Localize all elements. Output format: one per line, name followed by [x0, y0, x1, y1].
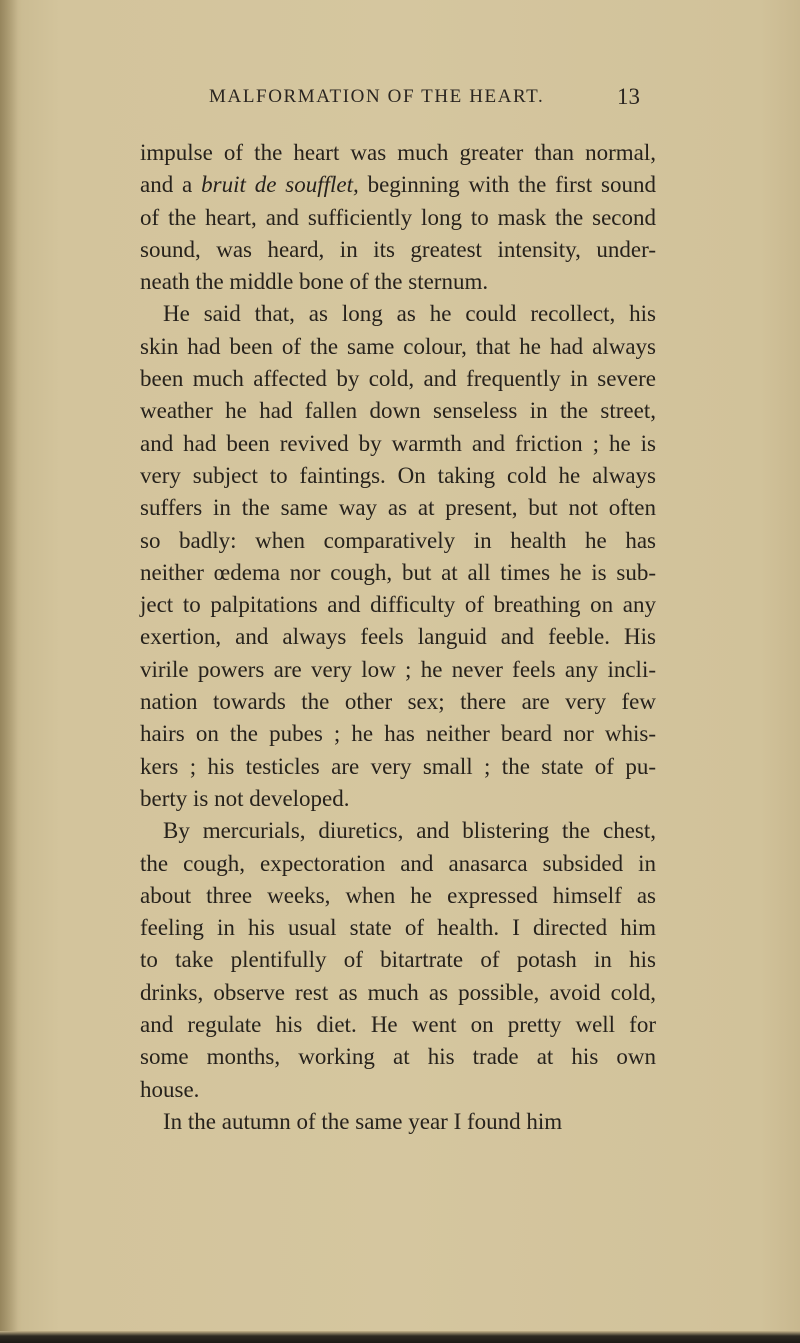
text-line: exertion, and always feels languid and feeble. His	[140, 624, 656, 650]
text-line: ject to palpitations and difficulty of breathing on any	[140, 592, 656, 618]
text-line: virile powers are very low ; he never feels any incli-	[140, 656, 656, 682]
text-line: berty is not developed.	[140, 785, 350, 811]
text-line: and regulate his diet. He went on pretty well for	[140, 1012, 656, 1038]
text-line: and had been revived by warmth and friction ; he is	[140, 430, 656, 456]
text-line: weather he had fallen down senseless in the street,	[140, 398, 656, 424]
italic-phrase: bruit de soufflet,	[201, 172, 359, 198]
text-line: neath the middle bone of the sternum.	[140, 269, 489, 295]
text-line: suffers in the same way as at present, but not often	[140, 495, 656, 521]
text-line: feeling in his usual state of health. I directed him	[140, 915, 656, 941]
running-head-title: MALFORMATION OF THE HEART.	[209, 86, 545, 107]
text-line: skin had been of the same colour, that he had always	[140, 333, 656, 359]
text-line: been much affected by cold, and frequently in severe	[140, 366, 656, 392]
text-line: hairs on the pubes ; he has neither beard nor whis-	[140, 721, 656, 747]
text-line: In the autumn of the same year I found him	[163, 1108, 563, 1134]
text-line	[140, 169, 656, 201]
text-line: nation towards the other sex; there are very few	[140, 689, 656, 715]
text-fragment: and a	[140, 172, 202, 198]
text-line: so badly: when comparatively in health he has	[140, 527, 656, 553]
text-line: about three weeks, when he expressed himself as	[140, 882, 656, 908]
text-line: the cough, expectoration and anasarca subsided in	[140, 850, 656, 876]
text-line: drinks, observe rest as much as possible, avoid cold,	[140, 979, 656, 1005]
text-fragment: beginning with the first sound	[358, 172, 656, 198]
page-number: 13	[617, 84, 640, 109]
page-bottom-edge	[0, 1331, 800, 1343]
text-line: impulse of the heart was much greater than normal,	[140, 140, 656, 165]
text-line: house.	[140, 1076, 200, 1102]
body-text	[140, 137, 656, 1138]
text-line: sound, was heard, in its greatest intensity, under-	[140, 236, 656, 262]
text-line: neither œdema nor cough, but at all times he is sub-	[140, 559, 656, 585]
binding-shadow	[0, 0, 18, 1343]
running-head	[0, 86, 800, 116]
text-line: By mercurials, diuretics, and blistering the chest,	[163, 818, 656, 844]
text-line: very subject to faintings. On taking cold he always	[140, 462, 656, 488]
text-line: to take plentifully of bitartrate of potash in his	[140, 947, 656, 973]
text-line: kers ; his testicles are very small ; the state of pu-	[140, 753, 656, 779]
text-line: of the heart, and sufficiently long to mask the second	[140, 204, 656, 230]
text-line: He said that, as long as he could recollect, his	[163, 301, 656, 327]
text-line: some months, working at his trade at his own	[140, 1044, 656, 1070]
